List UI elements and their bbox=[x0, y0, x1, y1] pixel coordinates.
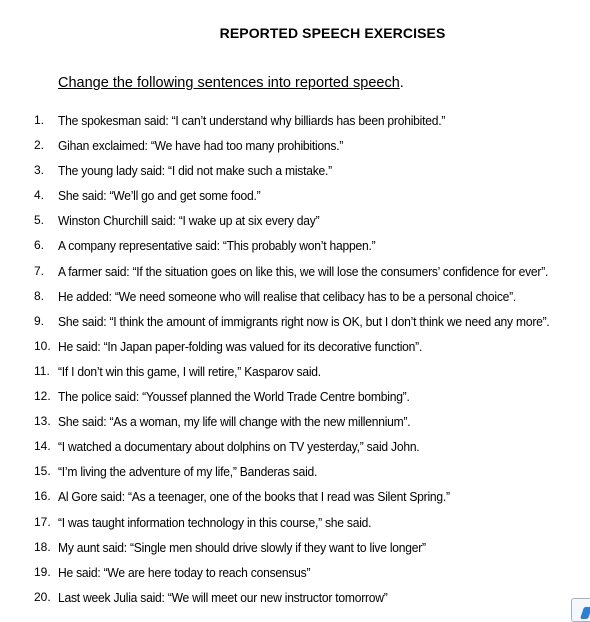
item-sentence: Gihan exclaimed: “We have had too many prohibitions.” bbox=[58, 138, 344, 154]
instruction bbox=[58, 75, 404, 91]
item-number: 6. bbox=[34, 238, 45, 253]
instruction-period: . bbox=[399, 75, 404, 91]
item-sentence: “I was taught information technology in this course,” she said. bbox=[58, 514, 372, 530]
item-sentence: “I watched a documentary about dolphins on TV yesterday,” said John. bbox=[58, 439, 420, 455]
item-sentence: My aunt said: “Single men should drive slowly if they want to live longer” bbox=[58, 539, 426, 555]
list-item bbox=[0, 459, 590, 484]
item-number: 17. bbox=[34, 514, 51, 529]
item-sentence: He said: “We are here today to reach consensus” bbox=[58, 564, 311, 580]
item-number: 7. bbox=[34, 263, 45, 278]
item-sentence: He said: “In Japan paper-folding was valued for its decorative function”. bbox=[58, 338, 423, 354]
item-sentence: The young lady said: “I did not make such a mistake.” bbox=[58, 163, 332, 179]
item-number: 1. bbox=[34, 113, 45, 127]
list-item bbox=[0, 183, 590, 208]
item-sentence: A farmer said: “If the situation goes on like this, we will lose the consumers’ confidence for ever”. bbox=[58, 263, 549, 279]
item-number: 3. bbox=[34, 163, 45, 178]
item-number: 18. bbox=[34, 539, 51, 554]
item-sentence: Last week Julia said: “We will meet our new instructor tomorrow” bbox=[58, 589, 388, 605]
list-item bbox=[0, 434, 590, 459]
pen-tool-icon[interactable] bbox=[571, 598, 590, 622]
list-item bbox=[0, 158, 590, 183]
item-sentence: “I’m living the adventure of my life,” Banderas said. bbox=[58, 464, 318, 480]
item-sentence: She said: “As a woman, my life will change with the new millennium”. bbox=[58, 414, 411, 430]
list-item bbox=[0, 484, 590, 509]
item-sentence: “If I don’t win this game, I will retire,” Kasparov said. bbox=[58, 363, 321, 379]
item-number: 10. bbox=[34, 338, 51, 353]
list-item bbox=[0, 133, 590, 158]
list-item bbox=[0, 259, 590, 284]
exercise-list bbox=[0, 108, 590, 610]
page-title: REPORTED SPEECH EXERCISES bbox=[219, 25, 446, 41]
item-number: 12. bbox=[34, 389, 51, 404]
list-item bbox=[0, 284, 590, 309]
item-number: 2. bbox=[34, 138, 45, 153]
list-item bbox=[0, 334, 590, 359]
item-number: 16. bbox=[34, 489, 51, 504]
item-sentence: He added: “We need someone who will realise that celibacy has to be a personal choice”. bbox=[58, 288, 517, 304]
item-number: 4. bbox=[34, 188, 45, 203]
item-number: 14. bbox=[34, 439, 51, 454]
item-sentence: The police said: “Youssef planned the World Trade Centre bombing”. bbox=[58, 389, 410, 405]
list-item bbox=[0, 208, 590, 233]
list-item bbox=[0, 409, 590, 434]
item-sentence: Winston Churchill said: “I wake up at six every day” bbox=[58, 213, 320, 229]
list-item bbox=[0, 359, 590, 384]
instruction-text: Change the following sentences into reported speech bbox=[58, 75, 400, 91]
list-item bbox=[0, 108, 590, 133]
list-item bbox=[0, 309, 590, 334]
item-number: 15. bbox=[34, 464, 51, 479]
item-sentence: A company representative said: “This probably won’t happen.” bbox=[58, 238, 376, 254]
item-number: 9. bbox=[34, 313, 45, 328]
item-number: 5. bbox=[34, 213, 45, 228]
list-item bbox=[0, 384, 590, 409]
item-number: 20. bbox=[34, 589, 51, 604]
item-number: 11. bbox=[34, 363, 50, 378]
item-sentence: The spokesman said: “I can’t understand why billiards has been prohibited.” bbox=[58, 113, 446, 128]
item-sentence: She said: “I think the amount of immigrants right now is OK, but I don’t think we need any more”. bbox=[58, 313, 550, 329]
item-number: 8. bbox=[34, 288, 45, 303]
item-sentence: Al Gore said: “As a teenager, one of the books that I read was Silent Spring.” bbox=[58, 489, 450, 505]
item-number: 19. bbox=[34, 564, 51, 579]
item-number: 13. bbox=[34, 414, 51, 429]
list-item bbox=[0, 535, 590, 560]
list-item bbox=[0, 510, 590, 535]
list-item bbox=[0, 560, 590, 585]
item-sentence: She said: “We’ll go and get some food.” bbox=[58, 188, 261, 204]
list-item bbox=[0, 233, 590, 258]
list-item bbox=[0, 585, 590, 610]
